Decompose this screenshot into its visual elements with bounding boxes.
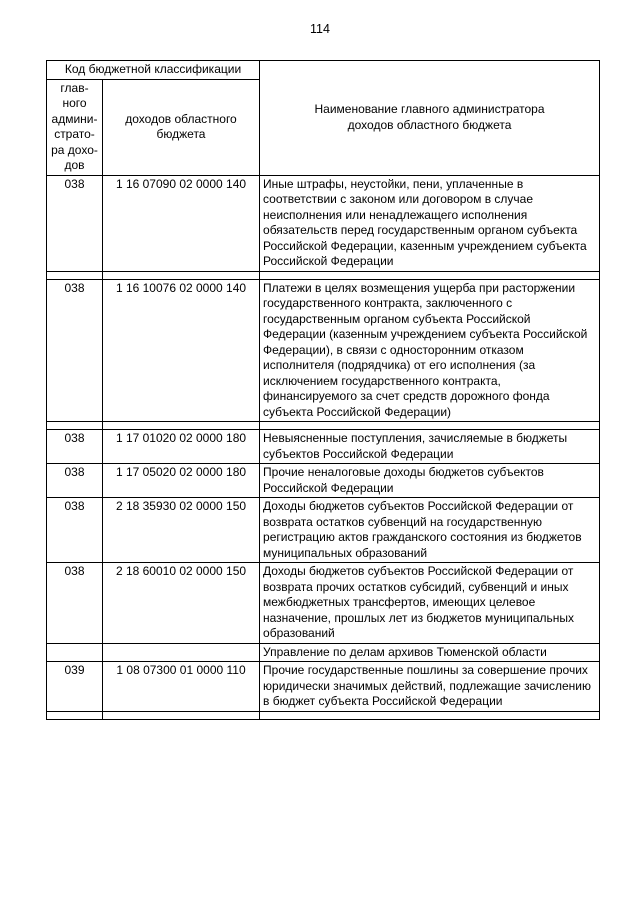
header-admin-name: Наименование главного администратора доходов областного бюджета [260,61,600,176]
cell-admin: 038 [47,464,103,498]
cell-code: 1 17 05020 02 0000 180 [103,464,260,498]
cell-code: 1 16 10076 02 0000 140 [103,279,260,422]
header-row-top [47,61,600,80]
cell-code: 2 18 60010 02 0000 150 [103,563,260,644]
cell-code: 1 16 07090 02 0000 140 [103,175,260,271]
table-row [47,563,600,644]
cell-code: 2 18 35930 02 0000 150 [103,498,260,563]
table-row [47,464,600,498]
cell-empty [103,643,260,662]
cell-admin: 039 [47,662,103,712]
table-row [47,279,600,422]
spacer-row [47,422,600,430]
spacer-row [47,711,600,719]
budget-classification-table [46,60,600,720]
cell-name: Платежи в целях возмещения ущерба при расторжении государственного контракта, заключенного с государственным органом субъекта Российской Федерации (казенным учреждением субъекта Российской Федерации), в связи с односторонним отказом исполнителя (подрядчика) от его исполнения (за исключением государственного контракта, финансируемого за счет средств дорожного фонда субъекта Российской Федерации) [260,279,600,422]
header-admin-code: глав- ного админи- страто- ра дохо- дов [47,79,103,175]
cell-name: Прочие неналоговые доходы бюджетов субъектов Российской Федерации [260,464,600,498]
table-row [47,662,600,712]
section-row [47,643,600,662]
cell-admin: 038 [47,175,103,271]
header-income-code: доходов областного бюджета [103,79,260,175]
cell-empty [47,643,103,662]
cell-code: 1 08 07300 01 0000 110 [103,662,260,712]
cell-admin: 038 [47,563,103,644]
cell-name: Доходы бюджетов субъектов Российской Федерации от возврата прочих остатков субсидий, субвенций и иных межбюджетных трансфертов, имеющих целевое назначение, прошлых лет из бюджетов муниципальных образований [260,563,600,644]
cell-admin: 038 [47,498,103,563]
header-group-label: Код бюджетной классификации [47,61,260,80]
page-number: 114 [310,22,330,36]
cell-name: Иные штрафы, неустойки, пени, уплаченные в соответствии с законом или договором в случае неисполнения или ненадлежащего исполнения обязательств перед государственным органом субъекта Российской Федерации, казенным учреждением субъекта Российской Федерации [260,175,600,271]
table-row [47,498,600,563]
spacer-row [47,271,600,279]
cell-code: 1 17 01020 02 0000 180 [103,430,260,464]
table-row [47,430,600,464]
cell-name: Невыясненные поступления, зачисляемые в бюджеты субъектов Российской Федерации [260,430,600,464]
cell-name: Доходы бюджетов субъектов Российской Федерации от возврата остатков субвенций на государственную регистрацию актов гражданского состояния из бюджетов муниципальных образований [260,498,600,563]
cell-admin: 038 [47,279,103,422]
section-title: Управление по делам архивов Тюменской области [260,643,600,662]
cell-admin: 038 [47,430,103,464]
table-row [47,175,600,271]
cell-name: Прочие государственные пошлины за совершение прочих юридически значимых действий, подлежащие зачислению в бюджет субъекта Российской Федерации [260,662,600,712]
